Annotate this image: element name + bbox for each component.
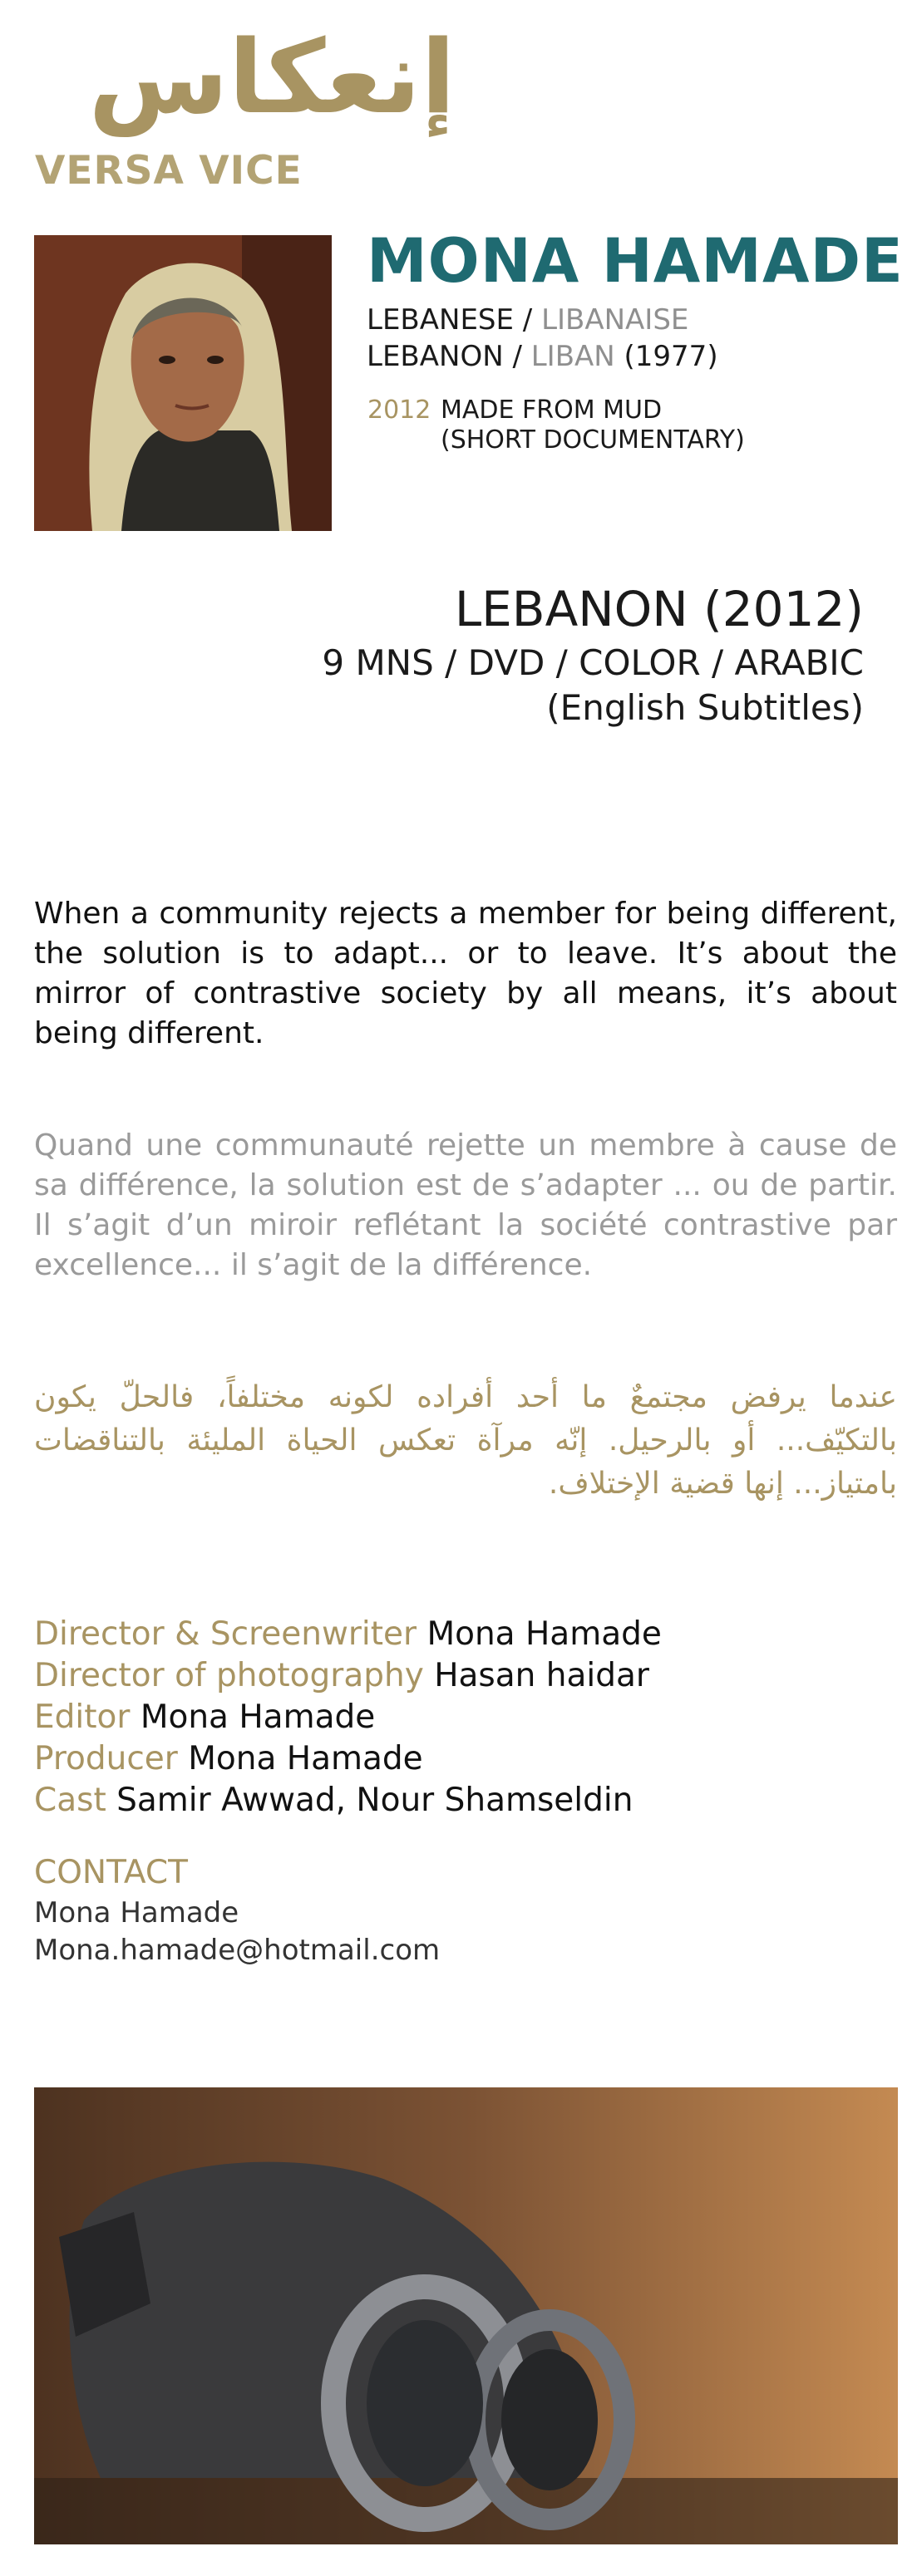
credit-value: Mona Hamade — [140, 1698, 376, 1736]
credit-line — [34, 1697, 899, 1738]
credit-line — [34, 1614, 899, 1655]
country — [367, 339, 718, 374]
nationality-en: LEBANESE / — [367, 303, 542, 337]
director-name: MONA HAMADE — [367, 226, 904, 297]
credit-value: Mona Hamade — [188, 1740, 423, 1777]
arabic-title: إنعكاس — [88, 18, 456, 136]
credit-role: Producer — [34, 1740, 178, 1777]
synopsis-english: When a community rejects a member for being different, the solution is to adapt... or to leave. It’s about the mirror of contrastive society by all means, it’s about being different. — [34, 897, 897, 1050]
credit-value: Samir Awwad, Nour Shamseldin — [116, 1782, 634, 1819]
credit-role: Editor — [34, 1698, 131, 1736]
credit-role: Director & Screenwriter — [34, 1615, 417, 1653]
credit-role: Director of photography — [34, 1657, 424, 1694]
nationality — [367, 302, 688, 337]
credit-line — [34, 1780, 899, 1821]
credit-value: Hasan haidar — [434, 1657, 649, 1694]
filmography-title: MADE FROM MUD (SHORT DOCUMENTARY) — [441, 396, 745, 455]
credit-role: Cast — [34, 1782, 106, 1819]
contact-email[interactable]: Mona.hamade@hotmail.com — [34, 1934, 441, 1967]
credit-value: Mona Hamade — [426, 1615, 662, 1653]
director-portrait — [34, 235, 332, 531]
country-fr: LIBAN — [530, 340, 615, 373]
film-still-image — [34, 2087, 898, 2544]
country-en: LEBANON / — [367, 340, 531, 373]
credit-line — [34, 1655, 899, 1697]
film-still — [34, 2087, 898, 2544]
portrait-image — [34, 235, 332, 531]
nationality-fr: LIBANAISE — [541, 303, 689, 337]
film-specs: 9 MNS / DVD / COLOR / ARABIC — [322, 642, 864, 683]
birth-year: (1977) — [614, 340, 718, 373]
contact-heading: CONTACT — [34, 1854, 188, 1891]
synopsis-arabic: عندما يرفض مجتمعٌ ما أحد أفراده لكونه مختلفاً، فالحلّ يكون بالتكيّف... أو بالرحيل. إنّه مرآة تعكس الحياة المليئة بالتناقضات بامتياز... إنها قضية الإختلاف. — [34, 1380, 897, 1501]
synopsis-french: Quand une communauté rejette un membre à cause de sa différence, la solution est de s’adapter ... ou de partir. Il s’agit d’un miroir reflétant la société contrastive par excellence... il s’agit de la différence. — [34, 1128, 897, 1282]
contact-name: Mona Hamade — [34, 1896, 239, 1930]
filmography-year: 2012 — [367, 396, 431, 425]
english-title: VERSA VICE — [35, 148, 303, 194]
credits-list — [34, 1614, 899, 1821]
credit-line — [34, 1738, 899, 1780]
film-subtitles: (English Subtitles) — [546, 687, 864, 728]
film-country-year: LEBANON (2012) — [454, 581, 864, 637]
